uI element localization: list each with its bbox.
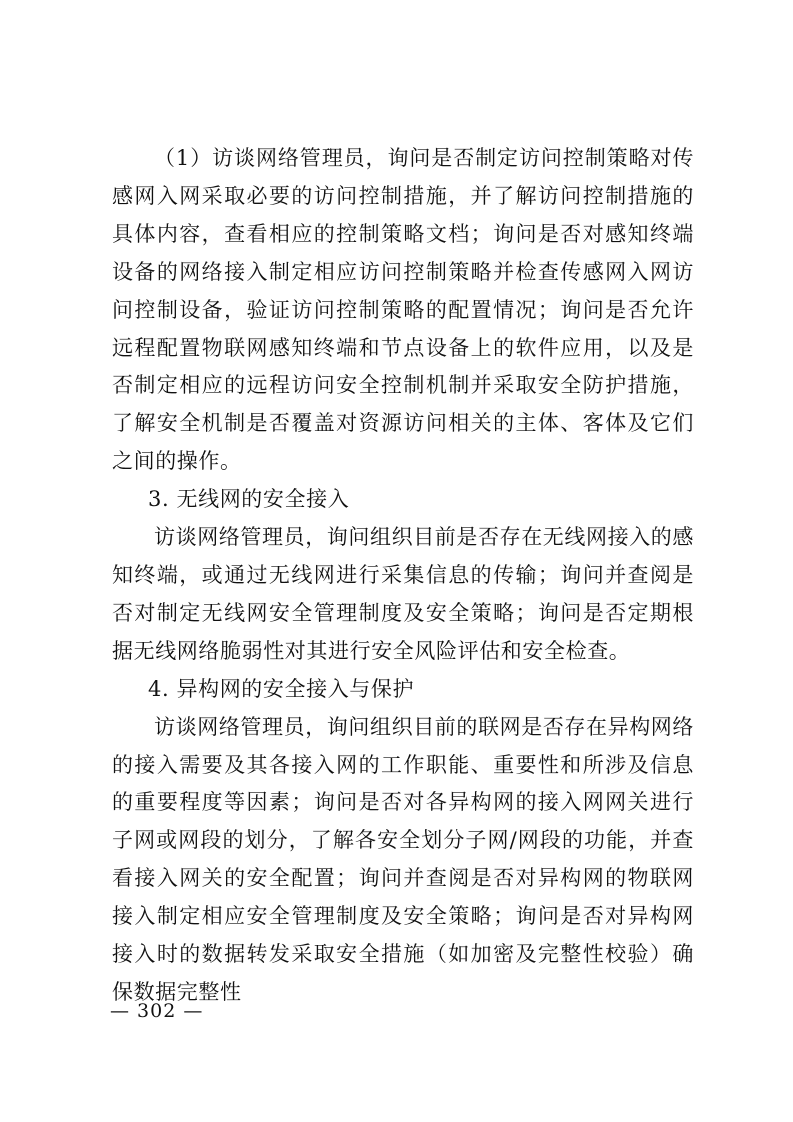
body-text (112, 140, 694, 1012)
paragraph-access-control: （1）访谈网络管理员，询问是否制定访问控制策略对传感网入网采取必要的访问控制措施，并了解访问控制措施的具体内容，查看相应的控制策略文档；询问是否对感知终端设备的网络接入制定相应访问控制策略并检查传感网入网访问控制设备，验证访问控制策略的配置情况；询问是否允许远程配置物联网感知终端和节点设备上的软件应用，以及是否制定相应的远程访问安全控制机制并采取安全防护措施，了解安全机制是否覆盖对资源访问相关的主体、客体及它们之间的操作。 (112, 146, 694, 474)
heading-heterogeneous-network: 4. 异构网的安全接入与保护 (148, 676, 415, 701)
heading-wireless-access: 3. 无线网的安全接入 (148, 487, 350, 512)
paragraph-wireless-access: 访谈网络管理员，询问组织目前是否存在无线网接入的感知终端，或通过无线网进行采集信息的传输；询问并查阅是否对制定无线网安全管理制度及安全策略；询问是否定期根据无线网络脆弱性对其进行安全风险评估和安全检查。 (112, 525, 694, 663)
paragraph-heterogeneous-network: 访谈网络管理员，询问组织目前的联网是否存在异构网络的接入需要及其各接入网的工作职能、重要性和所涉及信息的重要程度等因素；询问是否对各异构网的接入网网关进行子网或网段的划分，了解各安全划分子网/网段的功能，并查看接入网关的安全配置；询问并查阅是否对异构网的物联网接入制定相应安全管理制度及安全策略；询问是否对异构网接入时的数据转发采取安全措施（如加密及完整性校验）确保数据完整性 (112, 714, 694, 1004)
page-number: — 302 — (110, 1000, 204, 1022)
